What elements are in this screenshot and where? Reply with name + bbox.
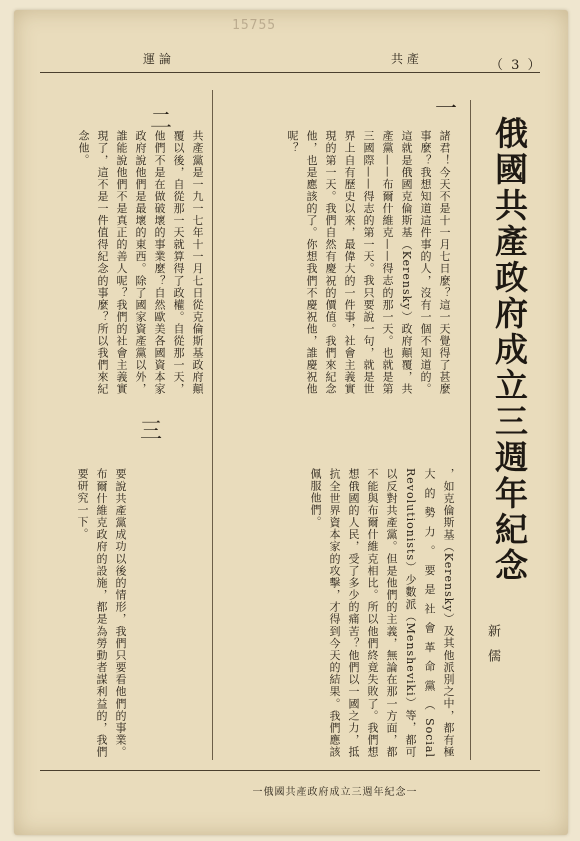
section-number-one: 一 bbox=[435, 97, 458, 122]
catalog-stamp: 15755 bbox=[232, 18, 277, 33]
section-three-text: 要說共產黨成功以後的情形，我們只要看他們的事業。布爾什維克政府的設施，都是為勞動者謀利益的，我們要研究一下。 bbox=[76, 468, 127, 758]
page-number: （ 3 ） bbox=[490, 58, 543, 73]
section-one-continued-text: ，如克倫斯基（Kerensky）及其他派別之中，都有極大的勢力。要是社會革命黨（Social Revolutionists）少數派（Mensheviki）等，都可以反對共產黨。但是他們的主義，無論在那一方面，都不能與布爾什維克相比。所以他們終竟失敗了。我們想想俄國的人民，受了多少的痛苦？他們以一國之力，抵抗全世界資本家的攻擊，才得到今天的結果。我們應該佩服他們。 bbox=[309, 468, 455, 758]
section-one-text: 諸君！今天不是十一月七日麼？這一天覺得了甚麼事麼？我想知道這件事的人，沒有一個不知道的。這就是俄國克倫斯基（Kerensky）政府顛覆，共產黨——布爾什維克——得志的那一天。也就是第三國際——得志的第一天。我只要說一句，就是世界上自有歷史以來，最偉大的一件事，社會主義實現的第一天。我們自然有慶祝的價值。我們來紀念他，也是應該的了。你想我們不慶祝他，誰慶祝他呢？ bbox=[286, 130, 451, 395]
running-header-left: 運 論 bbox=[143, 52, 171, 66]
column-divider bbox=[212, 90, 213, 760]
section-two-text: 共產黨是一九一七年十一月七日從克倫斯基政府顛覆以後，自從那一天就算得了政權。自從那一天，他們不是在做破壞的事業麼？自然歐美各國資本家政府說他們是最壞的東西。除了國家資產黨以外，誰能說他們不是真正的善人呢？我們的社會主義實現了，這不是一件值得紀念的事麼？所以我們來紀念他。 bbox=[77, 130, 204, 395]
article-title: 俄國共產政府成立三週年紀念 bbox=[490, 116, 529, 584]
running-footer: 一俄國共產政府成立三週年紀念一 bbox=[252, 787, 418, 798]
running-header-right: 共 產 bbox=[391, 52, 419, 66]
footer-rule bbox=[40, 770, 540, 771]
section-number-three: 三 bbox=[140, 419, 163, 444]
header-rule bbox=[40, 72, 540, 73]
author-name: 新 儒 bbox=[485, 624, 500, 667]
section-number-two: 二 bbox=[150, 109, 173, 134]
title-divider bbox=[470, 100, 471, 760]
